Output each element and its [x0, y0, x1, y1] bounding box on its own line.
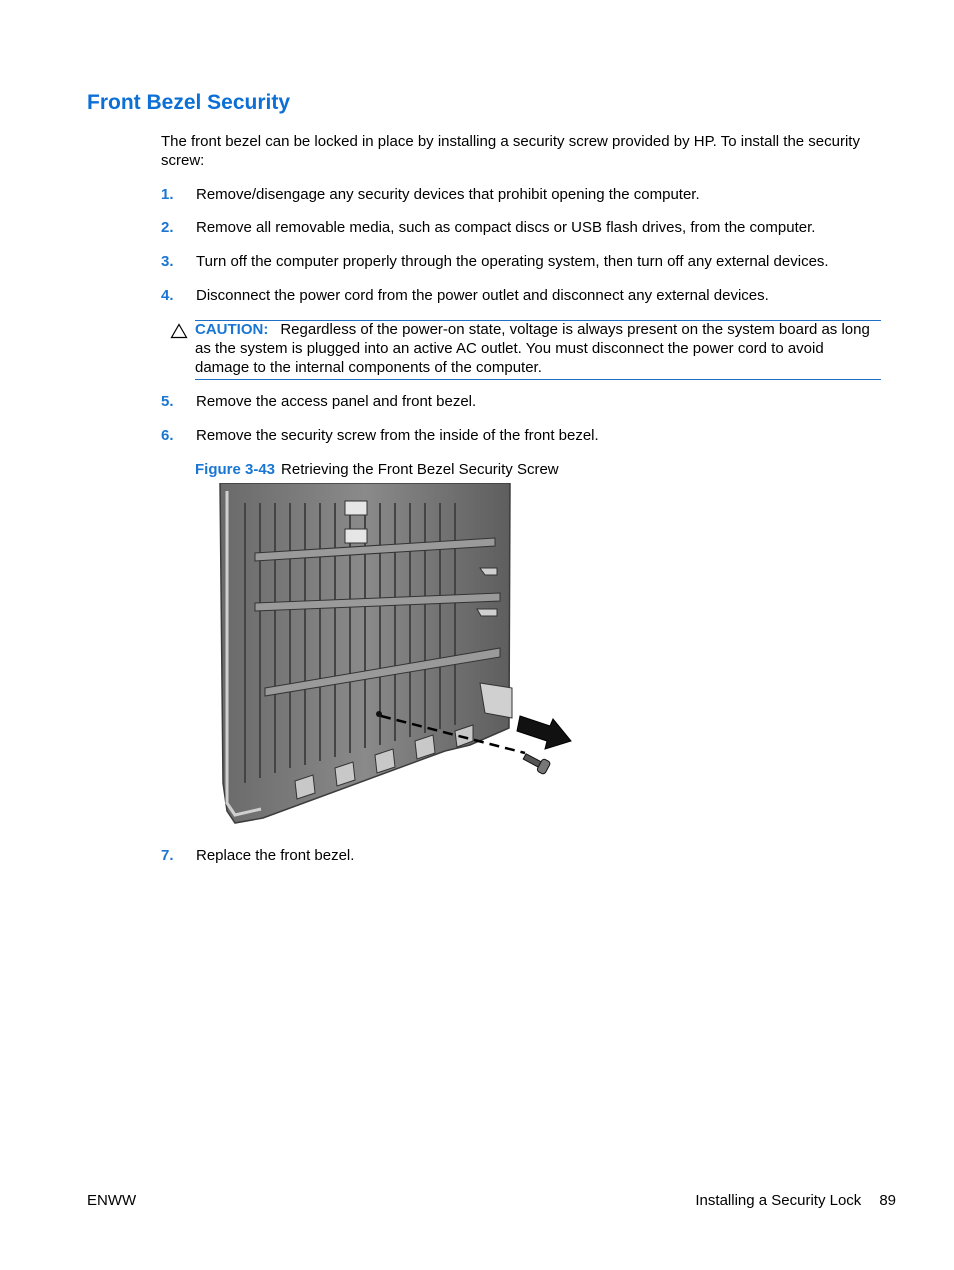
step-number: 5.: [161, 393, 174, 410]
step-number: 2.: [161, 219, 174, 236]
step-number: 6.: [161, 427, 174, 444]
figure-caption: [195, 460, 559, 479]
step-text: Remove/disengage any security devices that prohibit opening the computer.: [196, 186, 700, 203]
footer-section: [695, 1192, 896, 1209]
step-text: Remove all removable media, such as compact discs or USB flash drives, from the computer.: [196, 219, 816, 236]
front-bezel-illustration: [215, 483, 580, 833]
step-text: Remove the access panel and front bezel.: [196, 393, 477, 410]
footer-section-title: Installing a Security Lock: [695, 1192, 862, 1209]
step-number: 1.: [161, 186, 174, 203]
caution-text-block: [195, 320, 881, 377]
intro-paragraph: The front bezel can be locked in place by installing a security screw provided by HP. To install the security screw:: [161, 133, 860, 169]
figure-number: Figure 3-43: [195, 461, 276, 478]
step-number: 7.: [161, 847, 174, 864]
caution-label: CAUTION:: [195, 321, 269, 338]
step-number: 3.: [161, 253, 174, 270]
caution-text: Regardless of the power-on state, voltage is always present on the system board as long as the system is plugged into an active AC outlet. You must disconnect the power cord to avoid damage to the internal components of the computer.: [195, 321, 870, 376]
step-text: Replace the front bezel.: [196, 847, 355, 864]
step-text: Turn off the computer properly through the operating system, then turn off any external devices.: [196, 253, 829, 270]
section-heading: Front Bezel Security: [87, 91, 291, 114]
figure-title: Retrieving the Front Bezel Security Screw: [281, 461, 559, 478]
step-number: 4.: [161, 287, 174, 304]
caution-bottom-rule: [195, 379, 881, 380]
step-text: Remove the security screw from the inside of the front bezel.: [196, 427, 599, 444]
footer-doc-code: ENWW: [87, 1192, 137, 1209]
warning-triangle-icon: [170, 323, 188, 339]
page-number: 89: [879, 1192, 896, 1209]
step-text: Disconnect the power cord from the power outlet and disconnect any external devices.: [196, 287, 769, 304]
